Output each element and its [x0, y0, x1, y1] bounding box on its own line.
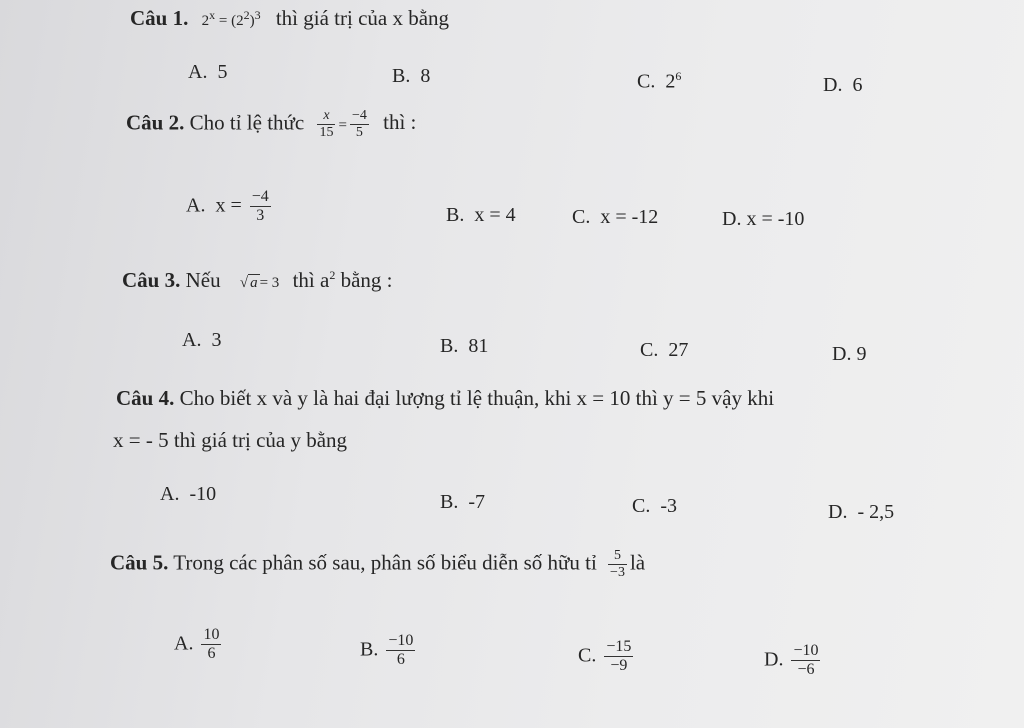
sqrt-icon: √ [239, 275, 249, 291]
q5-tail: là [629, 550, 646, 575]
q5-option-a: A. $\frac{10}{6}$ [174, 626, 220, 663]
q3-sqrt: √ a [239, 275, 258, 291]
q5-text: Trong các phân số sau, phân số biểu diễn số hữu tỉ [173, 550, 597, 575]
q1-text: thì giá trị của x bằng [275, 6, 450, 30]
question-label: Câu 4. [116, 386, 175, 410]
q2-option-b: B. x = 4 [446, 204, 516, 226]
q3-tail: thì $a^2$ bằng : [292, 268, 393, 292]
q4-option-c: C. -3 [632, 495, 678, 517]
question-1 [130, 6, 449, 31]
q3-text: Nếu [185, 268, 221, 292]
question-label: Câu 2. [126, 110, 185, 135]
question-label: Câu 1. [130, 6, 189, 30]
question-2: Câu 2. Cho tỉ lệ thức $\frac{x}{15}$ = $\frac{-4}{5}$ thì : [126, 108, 417, 141]
q1-option-a: A. 5 [188, 61, 228, 83]
q2-tail: thì : [383, 110, 417, 135]
question-label: Câu 5. [110, 550, 169, 575]
q1-option-c: C. $2^6$ [637, 69, 682, 93]
q5-fraction: $\frac{5}{-3}$ [610, 548, 625, 581]
question-5 [110, 548, 645, 581]
q5-option-c: C. $\frac{-15}{-9}$ [578, 638, 632, 675]
q2-fraction-2: $\frac{-4}{5}$ [351, 108, 367, 141]
q2-fraction-1: $\frac{x}{15}$ [319, 108, 334, 141]
q1-expression: $2^x = (2^2)^3$ [201, 8, 261, 29]
q1-option-d: D. 6 [823, 74, 863, 96]
q4-text-line-2: x = - 5 thì giá trị của y bằng [113, 428, 348, 452]
q5-option-d: D. $\frac{-10}{-6}$ [764, 642, 819, 679]
q3-option-b: B. 81 [440, 335, 489, 357]
q2-option-a: A. x = $\frac{-4}{3}$ [186, 188, 269, 225]
q4-option-d: D. - 2,5 [828, 501, 895, 523]
question-4 [116, 386, 774, 411]
q2-option-d: D. x = -10 [722, 208, 805, 230]
q5-option-b: B. $\frac{-10}{6}$ [360, 632, 414, 669]
q4-option-a: A. -10 [160, 483, 217, 505]
q4-option-b: B. -7 [440, 491, 486, 513]
q2-text: Cho tỉ lệ thức [189, 110, 305, 135]
q2-option-c: C. x = -12 [572, 206, 659, 228]
q3-option-a: A. 3 [182, 329, 222, 351]
q3-option-d: D. 9 [832, 343, 867, 365]
q3-option-c: C. 27 [640, 339, 689, 361]
question-label: Câu 3. [122, 268, 181, 292]
q4-text-line-1: Cho biết x và y là hai đại lượng tỉ lệ thuận, khi x = 10 thì y = 5 vậy khi [179, 386, 775, 410]
q1-option-b: B. 8 [392, 65, 431, 87]
question-3: Câu 3. Nếu √ a = 3 thì $a^2$ bằng : [122, 268, 393, 292]
